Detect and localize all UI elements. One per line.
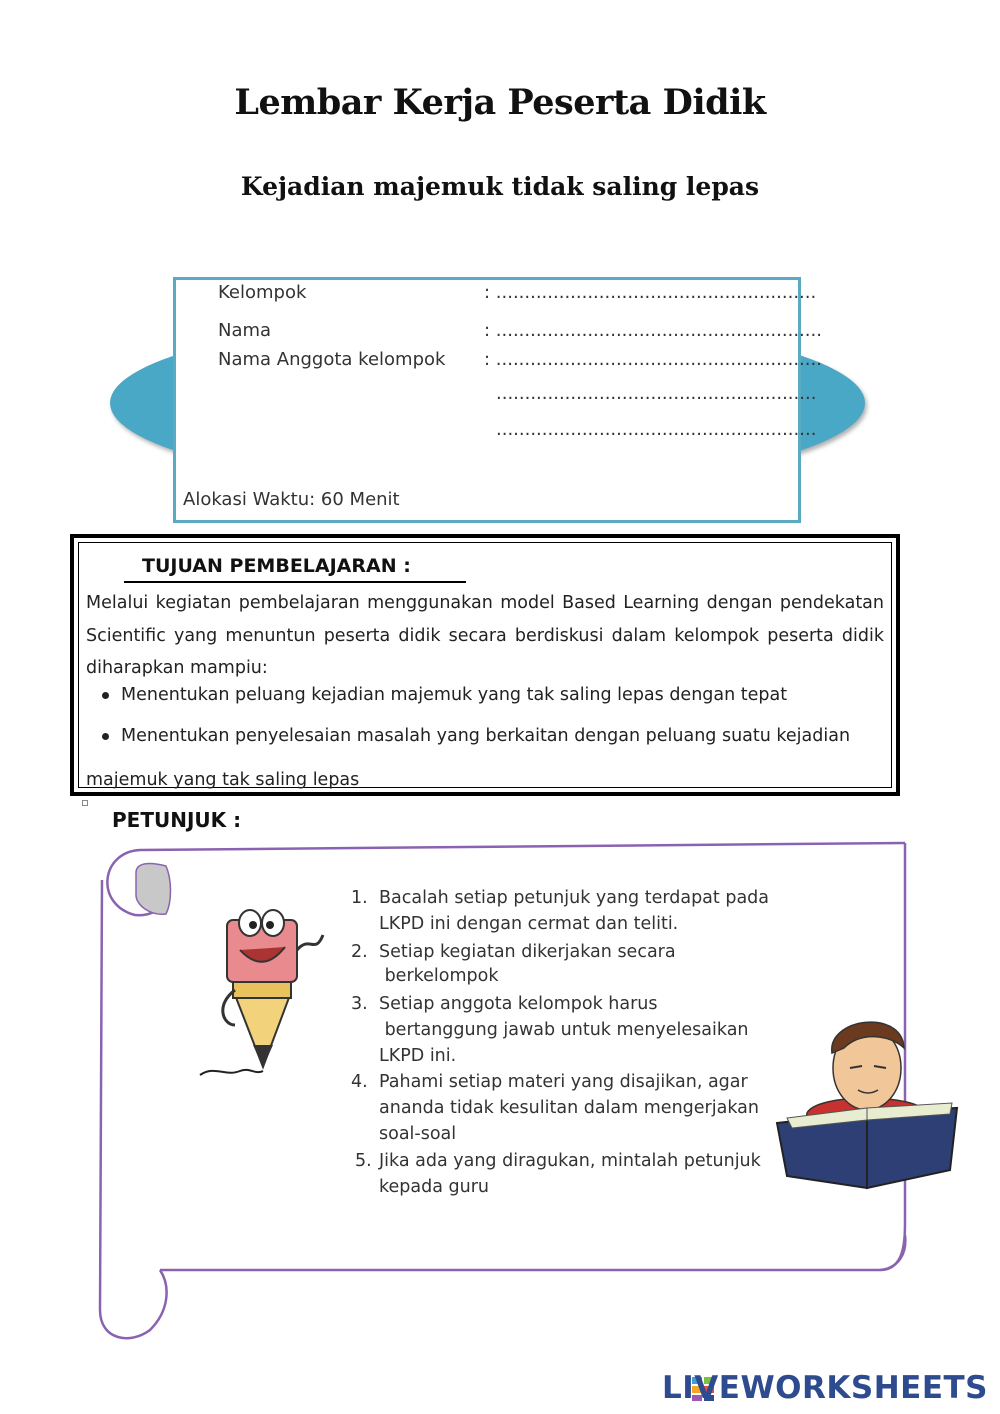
nama-label: Nama [218, 320, 272, 341]
instructions-heading: PETUNJUK : [112, 808, 242, 832]
anggota-label: Nama Anggota kelompok [218, 349, 446, 370]
step-line: berkelompok [379, 966, 499, 986]
step-number: 4. [351, 1072, 368, 1092]
list-item-text: Menentukan peluang kejadian majemuk yang tak saling lepas dengan tepat [121, 685, 788, 705]
step-line: kepada guru [379, 1177, 489, 1197]
list-item-text: Menentukan penyelesaian masalah yang berkaitan dengan peluang suatu kejadian [121, 726, 851, 746]
step-text [379, 885, 779, 937]
step-line: LKPD ini dengan cermat dan teliti. [379, 914, 679, 934]
kelompok-label: Kelompok [218, 282, 307, 303]
step-number: 5. [355, 1151, 372, 1171]
step-number: 2. [351, 942, 368, 962]
step-number: 3. [351, 994, 368, 1014]
learning-goals-heading: TUJUAN PEMBELAJARAN : [142, 555, 411, 577]
step-line: Bacalah setiap petunjuk yang terdapat pada [379, 888, 769, 908]
page-title: Lembar Kerja Peserta Didik [234, 82, 766, 123]
step-line: soal-soal [379, 1124, 457, 1144]
learning-goals-tail: majemuk yang tak saling lepas [86, 770, 360, 790]
step-text [379, 940, 779, 988]
anggota-field[interactable]: : ......................................................... [484, 349, 822, 370]
step-line: Pahami setiap materi yang disajikan, agar [379, 1072, 748, 1092]
learning-goals-intro: Melalui kegiatan pembelajaran menggunakan model Based Learning dengan pendekatan Scientific yang menuntun peserta didik secara berdiskusi dalam kelompok peserta didik diharapkan mampiu: [86, 593, 884, 678]
step-text [379, 991, 779, 1069]
anggota-field-line-2[interactable]: ........................................................ [496, 383, 817, 404]
reading-student-icon [772, 1008, 962, 1193]
kelompok-field[interactable]: : ........................................................ [484, 282, 817, 303]
step-line: bertanggung jawab untuk menyelesaikan [379, 1020, 749, 1040]
step-text [379, 1069, 779, 1147]
anggota-field-line-3[interactable]: ........................................................ [496, 419, 817, 440]
step-text [379, 1148, 779, 1200]
step-line: Jika ada yang diragukan, mintalah petunjuk [379, 1151, 761, 1171]
step-line: ananda tidak kesulitan dalam mengerjakan [379, 1098, 759, 1118]
step-line: Setiap kegiatan dikerjakan secara [379, 942, 676, 962]
nama-field[interactable]: : ......................................................... [484, 320, 822, 341]
step-number: 1. [351, 888, 368, 908]
page-subtitle: Kejadian majemuk tidak saling lepas [240, 172, 760, 201]
step-line: Setiap anggota kelompok harus [379, 994, 658, 1014]
time-allocation: Alokasi Waktu: 60 Menit [183, 489, 400, 510]
brand-wordmark[interactable]: LIVEWORKSHEETS [662, 1370, 988, 1406]
pencil-mascot-icon [195, 895, 330, 1080]
step-line: LKPD ini. [379, 1046, 457, 1066]
